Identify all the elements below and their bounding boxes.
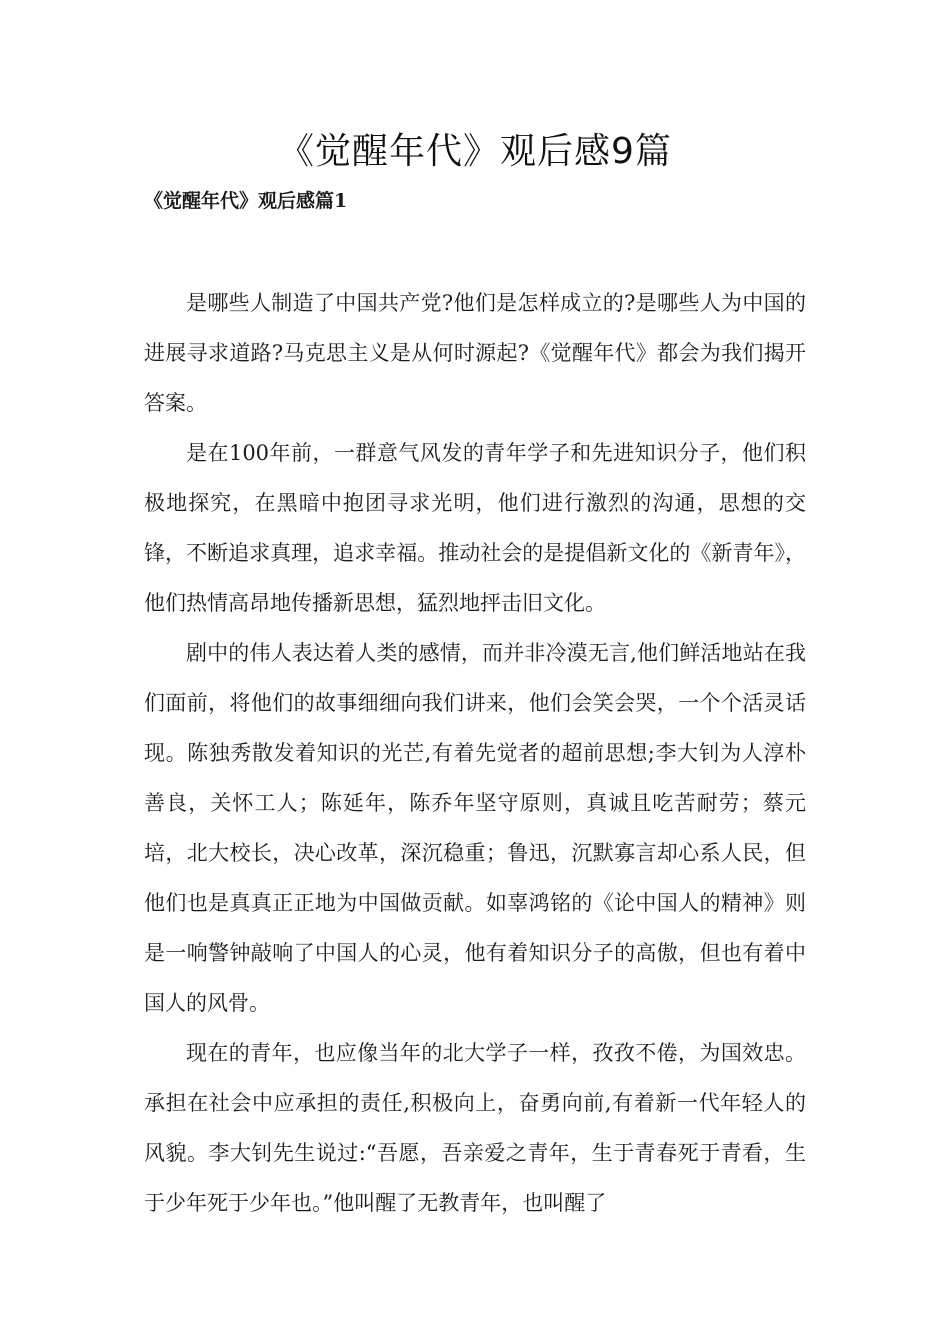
paragraph: 剧中的伟人表达着人类的感情，而并非冷漠无言,他们鲜活地站在我们面前，将他们的故事细细向我们讲来，他们会笑会哭，一个个活灵话现。陈独秀散发着知识的光芒,有着先觉者的超前思想;李大钊为人淳朴善良，关怀工人；陈延年，陈乔年坚守原则，真诚且吃苦耐劳；蔡元培，北大校长，决心改革，深沉稳重；鲁迅，沉默寡言却心系人民，但他们也是真真正正地为中国做贡献。如辜鸿铭的《论中国人的精神》则是一响警钟敲响了中国人的心灵，他有着知识分子的高傲，但也有着中国人的风骨。	[144, 641, 806, 1015]
section-heading: 《觉醒年代》观后感篇1	[144, 190, 348, 212]
paragraph: 是在100年前，一群意气风发的青年学子和先进知识分子，他们积极地探究，在黑暗中抱团寻求光明，他们进行激烈的沟通，思想的交锋，不断追求真理，追求幸福。推动社会的是提倡新文化的《新青年》，他们热情高昂地传播新思想，猛烈地抨击旧文化。	[144, 441, 806, 615]
document-title: 《觉醒年代》观后感9篇	[278, 131, 672, 172]
paragraph: 是哪些人制造了中国共产党?他们是怎样成立的?是哪些人为中国的进展寻求道路?马克思主义是从何时源起?《觉醒年代》都会为我们揭开答案。	[144, 291, 806, 415]
article-body	[144, 278, 806, 1228]
paragraph: 现在的青年，也应像当年的北大学子一样，孜孜不倦，为国效忠。承担在社会中应承担的责任,积极向上，奋勇向前,有着新一代年轻人的风貌。李大钊先生说过:“吾愿，吾亲爱之青年，生于青春死于青看，生于少年死于少年也。”他叫醒了无教青年，也叫醒了	[144, 1041, 806, 1215]
